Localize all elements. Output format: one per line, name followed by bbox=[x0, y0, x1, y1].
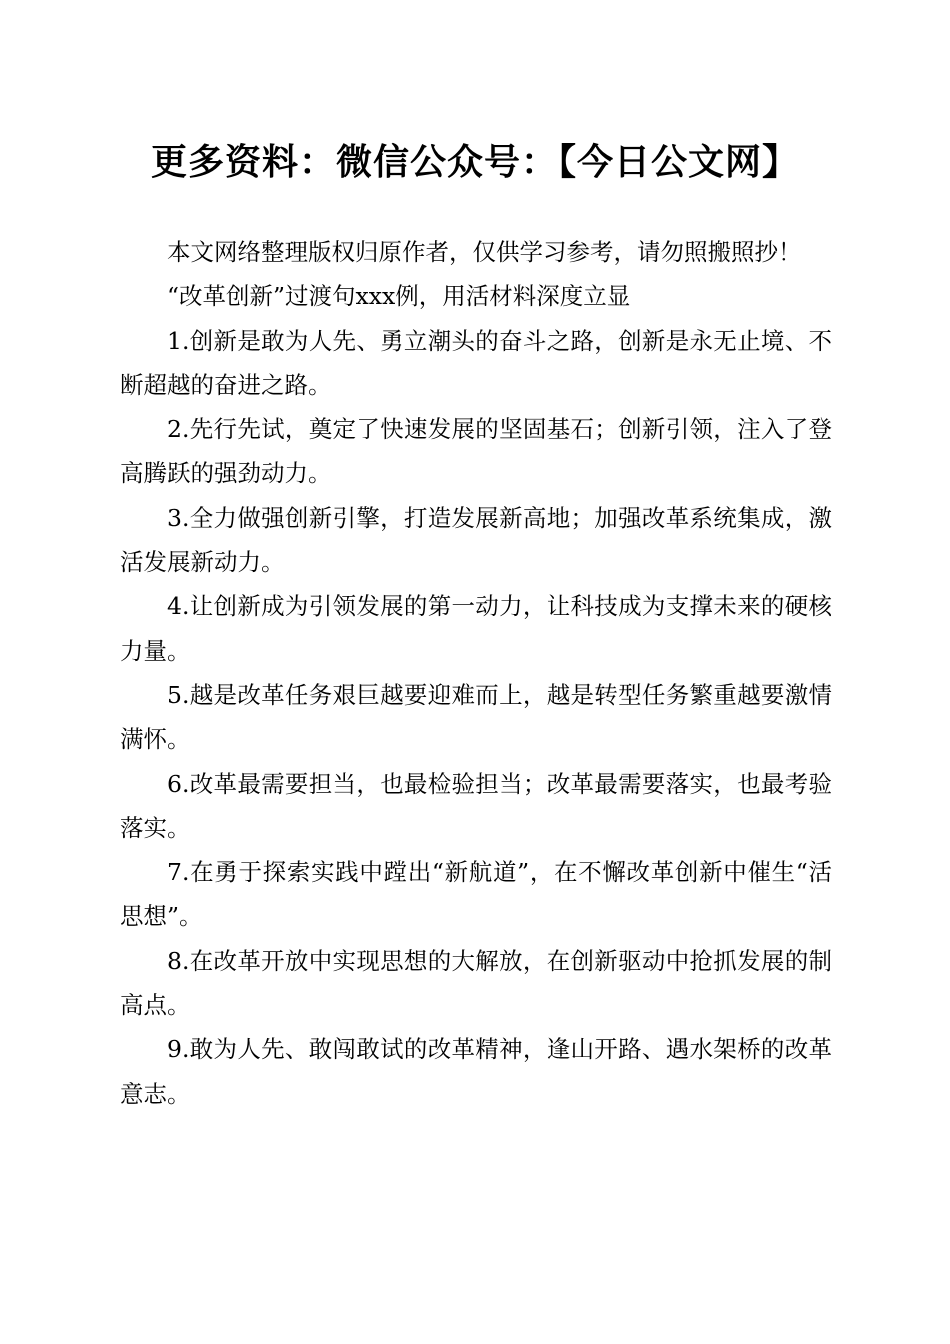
list-item: 1.创新是敢为人先、勇立潮头的奋斗之路，创新是永无止境、不断超越的奋进之路。 bbox=[120, 326, 832, 399]
document-title: 更多资料：微信公众号：【今日公文网】 bbox=[150, 141, 799, 183]
list-item: 7.在勇于探索实践中蹚出“新航道”，在不懈改革创新中催生“活思想”。 bbox=[120, 858, 832, 931]
list-item: 6.改革最需要担当，也最检验担当；改革最需要落实，也最考验落实。 bbox=[120, 769, 832, 842]
list-item: 8.在改革开放中实现思想的大解放，在创新驱动中抢抓发展的制高点。 bbox=[120, 946, 832, 1020]
list-item: 2.先行先试，奠定了快速发展的坚固基石；创新引领，注入了登高腾跃的强劲动力。 bbox=[120, 415, 832, 488]
list-item: 3.全力做强创新引擎，打造发展新高地；加强改革系统集成，激活发展新动力。 bbox=[120, 503, 832, 577]
list-item: 4.让创新成为引领发展的第一动力，让科技成为支撑未来的硬核力量。 bbox=[120, 592, 832, 665]
list-item: 5.越是改革任务艰巨越要迎难而上，越是转型任务繁重越要激情满怀。 bbox=[120, 680, 832, 754]
list-item: 9.敢为人先、敢闯敢试的改革精神，逢山开路、遇水架桥的改革意志。 bbox=[120, 1035, 832, 1108]
document-body bbox=[120, 230, 832, 1116]
subtitle-paragraph: “改革创新”过渡句xxx例，用活材料深度立显 bbox=[167, 282, 631, 311]
disclaimer-paragraph: 本文网络整理版权归原作者，仅供学习参考，请勿照搬照抄！ bbox=[167, 238, 802, 266]
